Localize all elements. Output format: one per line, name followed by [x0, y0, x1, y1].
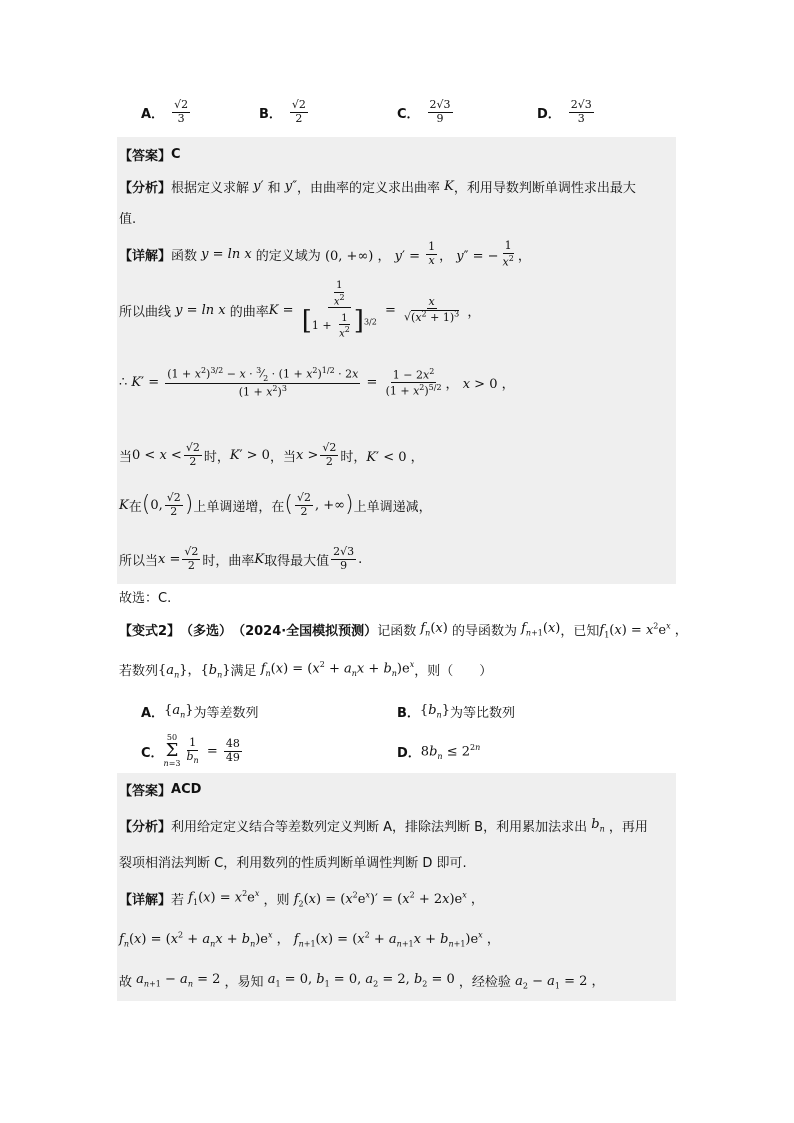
analysis-line-cont: 裂项相消法判断 C，利用数列的性质判断单调性判断 D 即可. — [119, 856, 467, 871]
analysis-line: 【分析】 根据定义求解 y′ 和 y″ ，由曲率的定义求出曲率 K ，利用导数判断单调性求出最大 — [119, 179, 636, 196]
answer-value: C — [171, 147, 181, 162]
detail-line-3: ∴ K′ = $\frac{(1 + x^2)^{3/2} - x \cdot ^3⁄_2 \cdot (1 + x^2)^{1/2} \cdot 2x}{(1 + x^2)^3}$ = $\frac{1 - 2x^2}{(1 + x^2)^{5/2}}$ ， x > 0 ， — [119, 366, 515, 399]
detail2-line-3: 故 $a_{n+1} - a_n = 2$ ，易知 $a_1 = 0$, $b_1 = 0$, $a_2 = 2$, $b_2 = 0$ ，经检验 $a_2 - a_1 = 2$ ， — [119, 972, 605, 991]
option-value: $\frac{√2}{3}$ — [174, 98, 189, 125]
option-a — [141, 99, 192, 125]
detail-line-5: K 在 ( 0, $\frac{√2}{2}$ ) 上单调递增，在 ( $\frac{√2}{2}$ , +∞ ) 上单调递减， — [119, 491, 432, 518]
option-d — [537, 99, 596, 125]
conclusion-line: 故选：C. — [119, 591, 172, 606]
detail2-line-2: $f_n(x) = (x^2 + a_nx + b_n)e^x$ ， $f_{n+1}(x) = (x^2 + a_{n+1}x + b_{n+1})e^x$ ， — [119, 930, 500, 949]
detail-line-4: 当 0 < x < $\frac{√2}{2}$ 时， K′ > 0 ，当 x > $\frac{√2}{2}$ 时， K′ < 0 ， — [119, 441, 424, 468]
variant-title-line: 【变式2】 （多选） （2024·全国模拟预测） 记函数 $f_n(x)$ 的导函数为 $f_{n+1}(x)$ ，已知 $f_1(x) = x^2e^x$ ， — [119, 621, 688, 640]
option2-d: D． $8b_n \le 2^{2n}$ — [397, 742, 481, 761]
option-value: $\frac{2√3}{9}$ — [429, 98, 451, 125]
answer-value: ACD — [171, 782, 202, 797]
option-letter: C． — [397, 106, 420, 122]
option-letter: A． — [141, 106, 165, 122]
detail-line-1: 【详解】 函数 y = ln x 的定义域为 (0, +∞) ， y′ = $\frac{1}{x}$ ， y″ = − $\frac{1}{x^2}$ ， — [119, 239, 531, 269]
detail-line-6: 所以当 x = $\frac{√2}{2}$ 时，曲率 K 取得最大值 $\frac{2√3}{9}$ . — [119, 545, 363, 572]
answer-line: 【答案】 C — [119, 147, 181, 164]
option-letter: B． — [259, 106, 282, 122]
option2-a: A． $\{a_n\}$ 为等差数列 — [141, 703, 259, 721]
variant-line-2: 若数列 $\{a_n\}$，$\{b_n\}$ 满足 $f_n(x) = (x^2 + a_nx + b_n)e^x$ ，则（ ） — [119, 660, 493, 680]
option2-b: B． $\{b_n\}$ 为等比数列 — [397, 703, 515, 721]
option2-c: C． 50 Σ n=3 $\frac{1}{b_n}$ = $\frac{48}{49}$ — [141, 733, 240, 768]
analysis-line-cont: 值. — [119, 212, 137, 227]
option-b — [259, 99, 310, 125]
option-letter: D． — [537, 106, 561, 122]
option-c — [397, 99, 455, 125]
analysis-line: 【分析】 利用给定定义结合等差数列定义判断 A，排除法判断 B，利用累加法求出 $b_n$ ，再用 — [119, 817, 648, 835]
detail-line-2: 所以曲线 y = ln x 的曲率 K = $\frac{1}{x^2}$ [1 + $\frac{1}{x^2}$ ]$^{3/2}$ = $\frac{x}{√(x^2 + 1)^3}$ ， — [119, 280, 481, 340]
detail2-line-1: 【详解】 若 $f_1(x) = x^2e^x$ ，则 $f_2(x) = (x^2e^x)' = (x^2 + 2x)e^x$ ， — [119, 889, 484, 909]
option-value: $\frac{2√3}{3}$ — [570, 98, 592, 125]
solution-block-2-background — [117, 773, 676, 1001]
answer-line: 【答案】 ACD — [119, 782, 202, 799]
option-value: $\frac{√2}{2}$ — [291, 98, 306, 125]
